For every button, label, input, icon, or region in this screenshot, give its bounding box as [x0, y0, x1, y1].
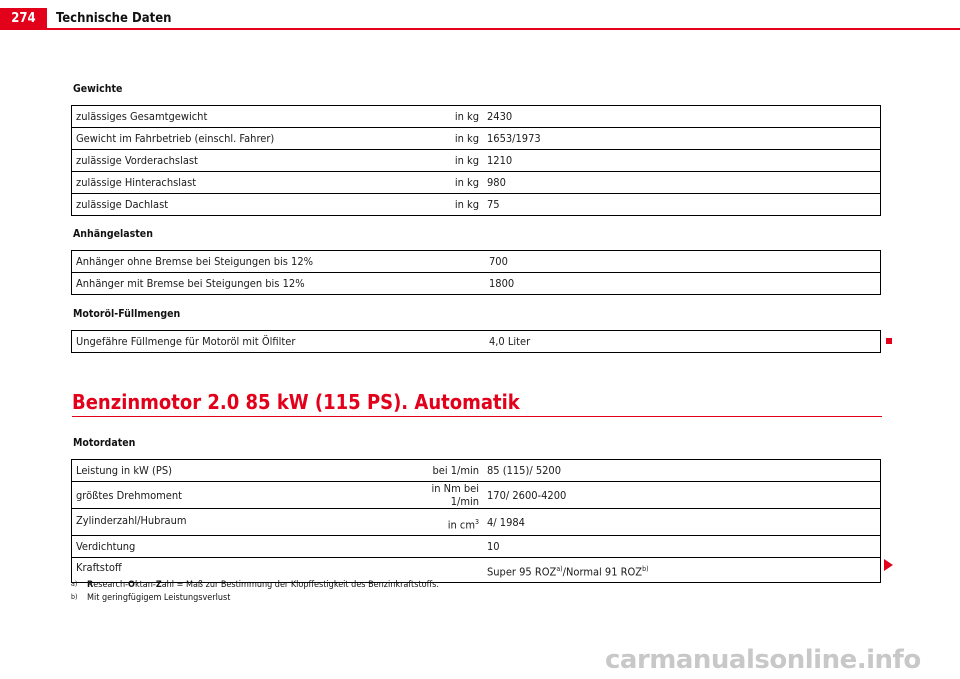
row-value: 10: [483, 536, 881, 558]
row-unit: in kg: [454, 110, 479, 123]
footnote-a: [71, 580, 439, 590]
row-value: 2430: [487, 110, 513, 123]
table-row: [72, 331, 881, 353]
row-name: Ungefähre Füllmenge für Motoröl mit Ölfilter: [76, 335, 296, 348]
footnote-text: esearch-: [93, 580, 129, 590]
weights-table: [71, 105, 881, 216]
row-unit: in kg: [410, 128, 483, 150]
engine-title-divider: [72, 416, 882, 417]
row-value: 700: [489, 255, 508, 268]
row-value: [483, 558, 881, 583]
oil-table: [71, 330, 881, 353]
row-value: 85 (115)/ 5200: [487, 464, 561, 477]
row-value: 1653/1973: [483, 128, 881, 150]
fuel-a: Super 95 ROZ: [487, 566, 557, 579]
row-value: 1210: [483, 150, 881, 172]
row-unit: bei 1/min: [432, 464, 479, 477]
row-value: 170/ 2600-4200: [483, 482, 881, 509]
page-header: [0, 0, 960, 30]
watermark: carmanualsonline.info: [605, 645, 921, 675]
row-value: 1800: [485, 273, 881, 295]
row-name: Zylinderzahl/Hubraum: [72, 509, 411, 536]
footnote-b: [71, 593, 439, 603]
table-row: [72, 128, 881, 150]
footnote-ref-b: b): [642, 565, 649, 574]
row-name: Gewicht im Fahrbetrieb (einschl. Fahrer): [72, 128, 411, 150]
row-unit: in kg: [410, 172, 483, 194]
row-name: zulässige Dachlast: [72, 194, 411, 216]
red-square-icon: [886, 338, 892, 344]
row-name: zulässige Vorderachslast: [72, 150, 411, 172]
fuel-b: /Normal 91 ROZ: [562, 566, 643, 579]
unit-superscript: 3: [474, 518, 479, 527]
footnote-initial: R: [87, 580, 94, 590]
table-row: [72, 172, 881, 194]
weights-label: Gewichte: [73, 83, 123, 95]
oil-label: Motoröl-Füllmengen: [73, 308, 181, 320]
trailer-table: [71, 250, 881, 295]
red-arrow-right-icon: [884, 559, 893, 571]
table-row: [72, 106, 881, 128]
row-value: 980: [483, 172, 881, 194]
page-number: 274: [0, 8, 47, 30]
table-row: [72, 194, 881, 216]
row-name: Verdichtung: [72, 536, 411, 558]
row-name: größtes Drehmoment: [72, 482, 411, 509]
footnote-text: Mit geringfügigem Leistungsverlust: [87, 593, 231, 603]
trailer-label: Anhängelasten: [73, 228, 153, 240]
row-unit: in kg: [410, 194, 483, 216]
row-name: Anhänger ohne Bremse bei Steigungen bis 12%: [76, 255, 314, 268]
unit-text: in cm: [447, 519, 475, 532]
row-value: 75: [483, 194, 881, 216]
row-name: Kraftstoff: [72, 558, 411, 583]
row-name: zulässige Hinterachslast: [72, 172, 411, 194]
footnote-text: ktan-: [134, 580, 156, 590]
engine-table: [71, 459, 881, 583]
table-row: [72, 251, 881, 273]
footnotes: [71, 580, 439, 606]
footnote-initial: O: [128, 580, 135, 590]
row-name: zulässiges Gesamtgewicht: [76, 110, 208, 123]
table-row: [72, 273, 881, 295]
table-row: [72, 558, 881, 583]
row-name: Leistung in kW (PS): [76, 464, 172, 477]
row-unit: in kg: [410, 150, 483, 172]
row-value: 4/ 1984: [483, 509, 881, 536]
row-unit: [410, 509, 483, 536]
footnote-mark: a): [71, 580, 78, 588]
footnote-ref-a: a): [556, 565, 563, 574]
row-unit: [410, 558, 483, 583]
row-name: Anhänger mit Bremse bei Steigungen bis 12%: [72, 273, 486, 295]
header-title: Technische Daten: [56, 11, 172, 26]
table-row: [72, 509, 881, 536]
header-divider: [47, 28, 960, 30]
engine-title: Benzinmotor 2.0 85 kW (115 PS). Automatik: [72, 390, 520, 414]
table-row: [72, 460, 881, 482]
engine-label: Motordaten: [73, 437, 136, 449]
footnote-initial: Z: [155, 580, 162, 590]
footnote-text: ahl = Maß zur Bestimmung der Klopffestigkeit des Benzinkraftstoffs.: [161, 580, 439, 590]
row-unit: in Nm bei 1/min: [410, 482, 483, 509]
table-row: [72, 536, 881, 558]
table-row: [72, 482, 881, 509]
table-row: [72, 150, 881, 172]
footnote-mark: b): [71, 593, 78, 601]
row-value: 4,0 Liter: [489, 335, 531, 348]
row-unit: [410, 536, 483, 558]
